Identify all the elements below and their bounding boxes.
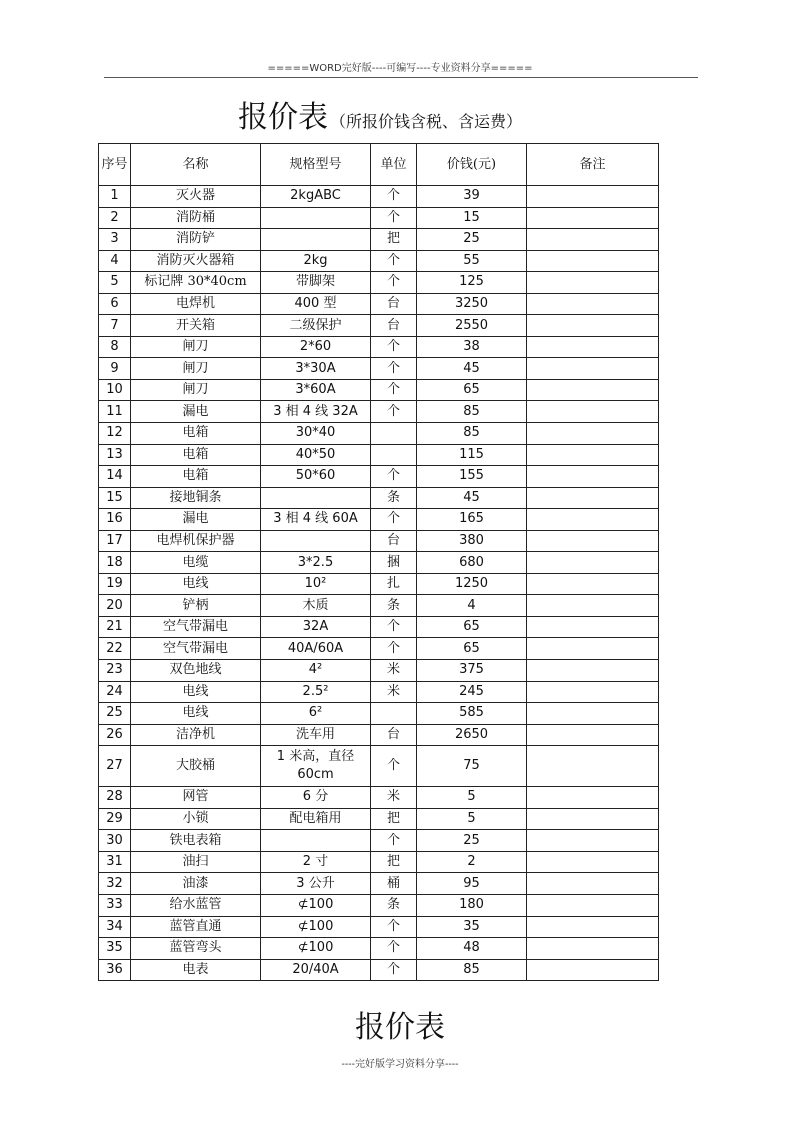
col-header-spec: 规格型号 xyxy=(261,144,371,186)
cell-unit: 捆 xyxy=(371,552,417,574)
cell-price: 45 xyxy=(417,358,527,380)
cell-remark xyxy=(527,379,659,401)
cell-no: 7 xyxy=(99,315,131,337)
cell-name: 消防铲 xyxy=(131,229,261,251)
cell-price: 45 xyxy=(417,487,527,509)
table-row xyxy=(99,250,659,272)
cell-name: 电焊机保护器 xyxy=(131,530,261,552)
table-row xyxy=(99,808,659,830)
cell-no: 11 xyxy=(99,401,131,423)
cell-no: 22 xyxy=(99,638,131,660)
cell-price: 65 xyxy=(417,379,527,401)
table-row xyxy=(99,638,659,660)
cell-no: 27 xyxy=(99,746,131,787)
cell-name: 电箱 xyxy=(131,466,261,488)
header-divider xyxy=(104,77,698,78)
cell-spec: 3 公升 xyxy=(261,873,371,895)
cell-remark xyxy=(527,423,659,445)
table-row xyxy=(99,660,659,682)
table-row xyxy=(99,336,659,358)
cell-remark xyxy=(527,401,659,423)
cell-spec: ⊄100 xyxy=(261,938,371,960)
cell-unit xyxy=(371,423,417,445)
footer-title: 报价表 xyxy=(355,1010,445,1045)
cell-name: 标记牌 30*40cm xyxy=(131,272,261,294)
cell-name: 开关箱 xyxy=(131,315,261,337)
cell-remark xyxy=(527,938,659,960)
cell-spec: 50*60 xyxy=(261,466,371,488)
cell-unit: 个 xyxy=(371,186,417,208)
cell-remark xyxy=(527,916,659,938)
table-body xyxy=(99,186,659,981)
cell-name: 油扫 xyxy=(131,851,261,873)
cell-no: 29 xyxy=(99,808,131,830)
cell-spec: 木质 xyxy=(261,595,371,617)
cell-price: 375 xyxy=(417,660,527,682)
cell-remark xyxy=(527,466,659,488)
cell-spec: 3 相 4 线 32A xyxy=(261,401,371,423)
cell-name: 洁净机 xyxy=(131,724,261,746)
cell-name: 电缆 xyxy=(131,552,261,574)
cell-unit: 台 xyxy=(371,293,417,315)
cell-remark xyxy=(527,787,659,809)
cell-unit: 个 xyxy=(371,916,417,938)
cell-price: 15 xyxy=(417,207,527,229)
cell-price: 585 xyxy=(417,703,527,725)
cell-no: 23 xyxy=(99,660,131,682)
cell-name: 电箱 xyxy=(131,444,261,466)
cell-spec: 6² xyxy=(261,703,371,725)
cell-name: 闸刀 xyxy=(131,358,261,380)
cell-unit: 桶 xyxy=(371,873,417,895)
cell-remark xyxy=(527,272,659,294)
cell-price: 3250 xyxy=(417,293,527,315)
cell-spec: 二级保护 xyxy=(261,315,371,337)
cell-remark xyxy=(527,487,659,509)
table-row xyxy=(99,530,659,552)
table-header-row xyxy=(99,144,659,186)
cell-no: 30 xyxy=(99,830,131,852)
table-row xyxy=(99,444,659,466)
table-row xyxy=(99,894,659,916)
cell-remark xyxy=(527,830,659,852)
title-note: （所报价钱含税、含运费） xyxy=(330,112,523,131)
cell-no: 14 xyxy=(99,466,131,488)
cell-spec: 20/40A xyxy=(261,959,371,981)
cell-price: 65 xyxy=(417,638,527,660)
cell-spec: 3*2.5 xyxy=(261,552,371,574)
cell-unit: 把 xyxy=(371,808,417,830)
cell-unit: 个 xyxy=(371,207,417,229)
cell-no: 20 xyxy=(99,595,131,617)
col-header-no: 序号 xyxy=(99,144,131,186)
cell-no: 10 xyxy=(99,379,131,401)
cell-name: 油漆 xyxy=(131,873,261,895)
cell-remark xyxy=(527,638,659,660)
cell-remark xyxy=(527,509,659,531)
cell-no: 24 xyxy=(99,681,131,703)
cell-price: 115 xyxy=(417,444,527,466)
cell-unit: 个 xyxy=(371,938,417,960)
cell-name: 蓝管直通 xyxy=(131,916,261,938)
cell-price: 85 xyxy=(417,423,527,445)
table-row xyxy=(99,746,659,787)
cell-no: 36 xyxy=(99,959,131,981)
cell-name: 灭火器 xyxy=(131,186,261,208)
cell-spec: 10² xyxy=(261,573,371,595)
cell-remark xyxy=(527,573,659,595)
cell-spec: 3*30A xyxy=(261,358,371,380)
cell-name: 接地铜条 xyxy=(131,487,261,509)
cell-unit: 台 xyxy=(371,530,417,552)
table-row xyxy=(99,293,659,315)
cell-price: 38 xyxy=(417,336,527,358)
cell-price: 25 xyxy=(417,830,527,852)
cell-name: 电表 xyxy=(131,959,261,981)
cell-remark xyxy=(527,250,659,272)
cell-price: 380 xyxy=(417,530,527,552)
cell-remark xyxy=(527,315,659,337)
cell-remark xyxy=(527,616,659,638)
cell-unit: 米 xyxy=(371,681,417,703)
cell-spec: 洗车用 xyxy=(261,724,371,746)
cell-name: 网管 xyxy=(131,787,261,809)
cell-price: 25 xyxy=(417,229,527,251)
cell-no: 3 xyxy=(99,229,131,251)
cell-remark xyxy=(527,186,659,208)
footer-note: ----完好版学习资料分享---- xyxy=(341,1059,459,1070)
cell-remark xyxy=(527,959,659,981)
cell-no: 35 xyxy=(99,938,131,960)
cell-remark xyxy=(527,724,659,746)
cell-price: 85 xyxy=(417,401,527,423)
cell-name: 漏电 xyxy=(131,509,261,531)
cell-price: 5 xyxy=(417,787,527,809)
cell-price: 85 xyxy=(417,959,527,981)
cell-remark xyxy=(527,660,659,682)
cell-name: 空气带漏电 xyxy=(131,616,261,638)
cell-unit: 条 xyxy=(371,894,417,916)
cell-remark xyxy=(527,293,659,315)
cell-no: 1 xyxy=(99,186,131,208)
table-row xyxy=(99,703,659,725)
table-row xyxy=(99,509,659,531)
cell-spec: ⊄100 xyxy=(261,916,371,938)
cell-spec: 32A xyxy=(261,616,371,638)
cell-remark xyxy=(527,703,659,725)
cell-no: 32 xyxy=(99,873,131,895)
cell-price: 5 xyxy=(417,808,527,830)
cell-spec xyxy=(261,530,371,552)
cell-remark xyxy=(527,851,659,873)
cell-name: 漏电 xyxy=(131,401,261,423)
table-row xyxy=(99,681,659,703)
cell-name: 闸刀 xyxy=(131,336,261,358)
cell-remark xyxy=(527,808,659,830)
cell-name: 双色地线 xyxy=(131,660,261,682)
cell-no: 8 xyxy=(99,336,131,358)
cell-remark xyxy=(527,595,659,617)
cell-no: 5 xyxy=(99,272,131,294)
cell-unit: 个 xyxy=(371,272,417,294)
cell-no: 17 xyxy=(99,530,131,552)
cell-price: 2550 xyxy=(417,315,527,337)
cell-spec: 2.5² xyxy=(261,681,371,703)
cell-no: 33 xyxy=(99,894,131,916)
cell-spec: 1 米高，直径 60cm xyxy=(261,746,371,787)
cell-no: 21 xyxy=(99,616,131,638)
cell-no: 26 xyxy=(99,724,131,746)
cell-name: 铁电表箱 xyxy=(131,830,261,852)
cell-spec: 3 相 4 线 60A xyxy=(261,509,371,531)
cell-unit: 米 xyxy=(371,660,417,682)
cell-remark xyxy=(527,358,659,380)
cell-unit: 把 xyxy=(371,851,417,873)
cell-spec xyxy=(261,487,371,509)
table-row xyxy=(99,423,659,445)
cell-name: 大胶桶 xyxy=(131,746,261,787)
cell-unit: 台 xyxy=(371,315,417,337)
cell-price: 95 xyxy=(417,873,527,895)
cell-remark xyxy=(527,746,659,787)
cell-remark xyxy=(527,894,659,916)
cell-unit: 个 xyxy=(371,379,417,401)
cell-unit: 个 xyxy=(371,509,417,531)
table-row xyxy=(99,186,659,208)
cell-name: 电箱 xyxy=(131,423,261,445)
cell-no: 34 xyxy=(99,916,131,938)
cell-price: 39 xyxy=(417,186,527,208)
cell-unit: 扎 xyxy=(371,573,417,595)
table-row xyxy=(99,358,659,380)
cell-spec xyxy=(261,830,371,852)
cell-no: 25 xyxy=(99,703,131,725)
cell-spec xyxy=(261,229,371,251)
cell-price: 180 xyxy=(417,894,527,916)
cell-unit: 台 xyxy=(371,724,417,746)
cell-price: 680 xyxy=(417,552,527,574)
cell-unit xyxy=(371,703,417,725)
cell-no: 18 xyxy=(99,552,131,574)
cell-name: 闸刀 xyxy=(131,379,261,401)
cell-spec: 4² xyxy=(261,660,371,682)
table-row xyxy=(99,959,659,981)
table-row xyxy=(99,401,659,423)
cell-price: 35 xyxy=(417,916,527,938)
cell-remark xyxy=(527,444,659,466)
cell-spec: 6 分 xyxy=(261,787,371,809)
cell-unit: 个 xyxy=(371,959,417,981)
cell-name: 蓝管弯头 xyxy=(131,938,261,960)
cell-price: 4 xyxy=(417,595,527,617)
table-row xyxy=(99,379,659,401)
table-row xyxy=(99,466,659,488)
cell-spec: ⊄100 xyxy=(261,894,371,916)
table-row xyxy=(99,873,659,895)
cell-no: 15 xyxy=(99,487,131,509)
cell-no: 16 xyxy=(99,509,131,531)
cell-spec: 3*60A xyxy=(261,379,371,401)
cell-no: 12 xyxy=(99,423,131,445)
cell-no: 9 xyxy=(99,358,131,380)
cell-no: 2 xyxy=(99,207,131,229)
cell-spec: 400 型 xyxy=(261,293,371,315)
cell-price: 48 xyxy=(417,938,527,960)
cell-unit: 条 xyxy=(371,595,417,617)
cell-no: 19 xyxy=(99,573,131,595)
cell-unit: 个 xyxy=(371,830,417,852)
cell-price: 155 xyxy=(417,466,527,488)
table-row xyxy=(99,315,659,337)
cell-unit: 个 xyxy=(371,336,417,358)
cell-name: 电焊机 xyxy=(131,293,261,315)
cell-spec: 40*50 xyxy=(261,444,371,466)
cell-no: 6 xyxy=(99,293,131,315)
cell-spec: 30*40 xyxy=(261,423,371,445)
cell-unit xyxy=(371,444,417,466)
table-row xyxy=(99,595,659,617)
cell-no: 28 xyxy=(99,787,131,809)
price-table xyxy=(98,143,659,981)
table-row xyxy=(99,916,659,938)
table-row xyxy=(99,573,659,595)
title-main: 报价表 xyxy=(238,100,328,135)
col-header-remark: 备注 xyxy=(527,144,659,186)
table-row xyxy=(99,787,659,809)
col-header-unit: 单位 xyxy=(371,144,417,186)
cell-price: 55 xyxy=(417,250,527,272)
header-note: =====WORD完好版----可编写----专业资料分享===== xyxy=(267,63,533,74)
cell-unit: 个 xyxy=(371,746,417,787)
table-row xyxy=(99,272,659,294)
cell-name: 消防灭火器箱 xyxy=(131,250,261,272)
cell-remark xyxy=(527,229,659,251)
cell-remark xyxy=(527,681,659,703)
cell-price: 65 xyxy=(417,616,527,638)
table-row xyxy=(99,724,659,746)
cell-spec: 2kgABC xyxy=(261,186,371,208)
cell-spec: 40A/60A xyxy=(261,638,371,660)
cell-name: 消防桶 xyxy=(131,207,261,229)
cell-unit: 个 xyxy=(371,616,417,638)
cell-name: 小锁 xyxy=(131,808,261,830)
cell-name: 铲柄 xyxy=(131,595,261,617)
cell-spec: 配电箱用 xyxy=(261,808,371,830)
cell-unit: 个 xyxy=(371,638,417,660)
cell-remark xyxy=(527,336,659,358)
table-row xyxy=(99,487,659,509)
cell-remark xyxy=(527,552,659,574)
cell-name: 给水蓝管 xyxy=(131,894,261,916)
cell-remark xyxy=(527,207,659,229)
cell-remark xyxy=(527,873,659,895)
cell-remark xyxy=(527,530,659,552)
cell-price: 125 xyxy=(417,272,527,294)
cell-price: 2650 xyxy=(417,724,527,746)
cell-price: 75 xyxy=(417,746,527,787)
cell-price: 1250 xyxy=(417,573,527,595)
cell-name: 空气带漏电 xyxy=(131,638,261,660)
cell-name: 电线 xyxy=(131,703,261,725)
cell-spec: 2 寸 xyxy=(261,851,371,873)
cell-price: 165 xyxy=(417,509,527,531)
cell-no: 31 xyxy=(99,851,131,873)
table-row xyxy=(99,616,659,638)
cell-unit: 条 xyxy=(371,487,417,509)
table-row xyxy=(99,552,659,574)
table-row xyxy=(99,938,659,960)
cell-spec xyxy=(261,207,371,229)
cell-spec: 2kg xyxy=(261,250,371,272)
cell-unit: 个 xyxy=(371,401,417,423)
table-row xyxy=(99,229,659,251)
cell-unit: 米 xyxy=(371,787,417,809)
cell-name: 电线 xyxy=(131,573,261,595)
table-row xyxy=(99,207,659,229)
cell-no: 4 xyxy=(99,250,131,272)
cell-unit: 个 xyxy=(371,466,417,488)
cell-spec: 2*60 xyxy=(261,336,371,358)
cell-spec: 带脚架 xyxy=(261,272,371,294)
cell-price: 245 xyxy=(417,681,527,703)
page-title xyxy=(238,92,522,136)
cell-unit: 个 xyxy=(371,358,417,380)
col-header-price: 价钱(元) xyxy=(417,144,527,186)
cell-name: 电线 xyxy=(131,681,261,703)
table-row xyxy=(99,830,659,852)
cell-price: 2 xyxy=(417,851,527,873)
table-row xyxy=(99,851,659,873)
cell-unit: 个 xyxy=(371,250,417,272)
cell-no: 13 xyxy=(99,444,131,466)
cell-unit: 把 xyxy=(371,229,417,251)
col-header-name: 名称 xyxy=(131,144,261,186)
